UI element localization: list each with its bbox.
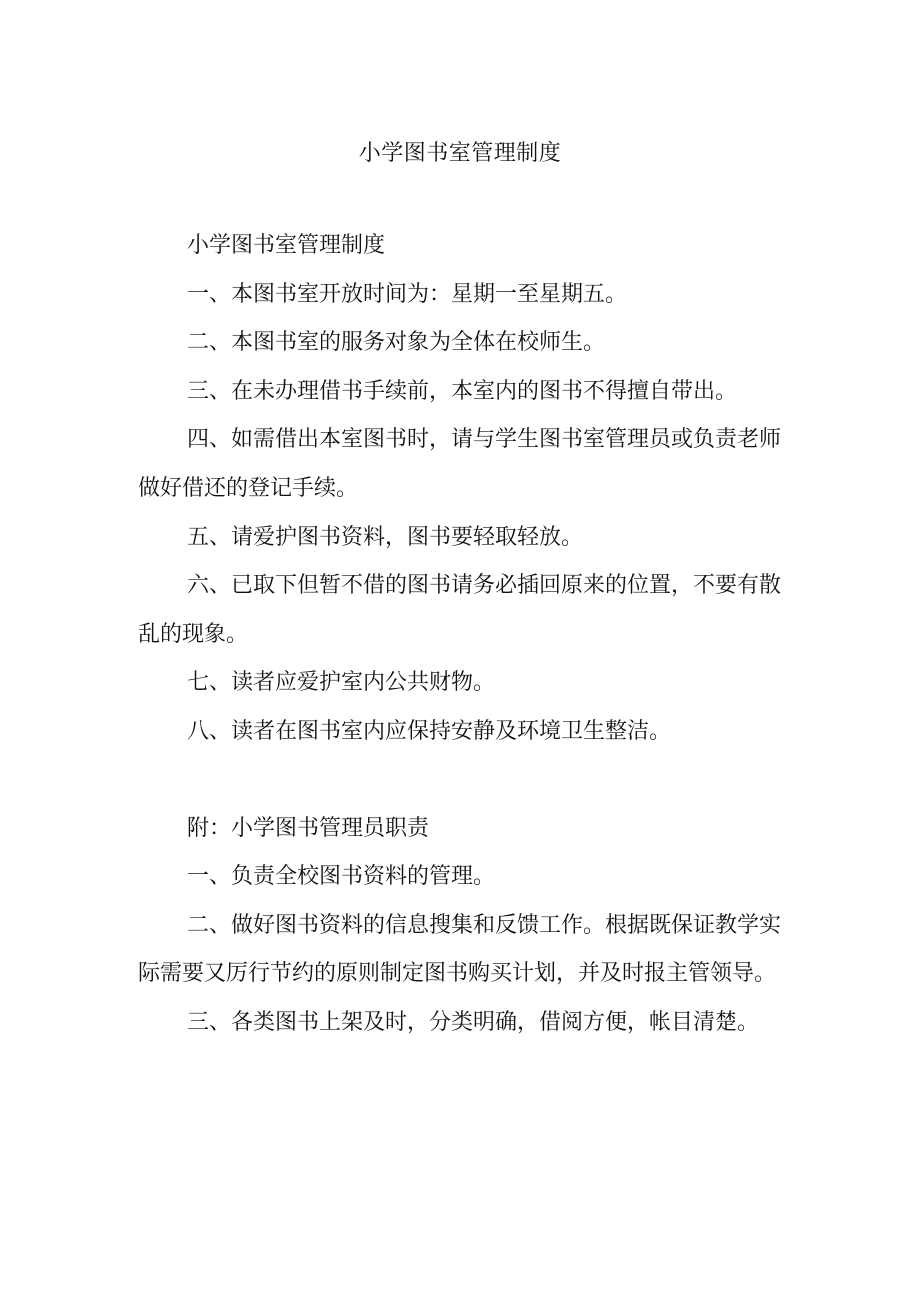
rule-item-3: 三、在未办理借书手续前，本室内的图书不得擅自带出。 bbox=[187, 378, 738, 404]
document-title: 小学图书室管理制度 bbox=[358, 141, 562, 166]
section-heading: 小学图书室管理制度 bbox=[187, 233, 386, 258]
section-spacer bbox=[138, 757, 798, 805]
rule-item-7: 七、读者应爱护室内公共财物。 bbox=[187, 670, 496, 696]
document-body bbox=[138, 222, 798, 1048]
duty-item-1: 一、负责全校图书资料的管理。 bbox=[187, 864, 496, 890]
rule-item-1: 一、本图书室开放时间为：星期一至星期五。 bbox=[187, 281, 628, 307]
rule-item-2: 二、本图书室的服务对象为全体在校师生。 bbox=[187, 330, 606, 356]
rule-item-8: 八、读者在图书室内应保持安静及环境卫生整洁。 bbox=[187, 718, 672, 744]
rule-item-4: 四、如需借出本室图书时，请与学生图书室管理员或负责老师做好借还的登记手续。 bbox=[138, 427, 782, 501]
appendix-heading: 附：小学图书管理员职责 bbox=[187, 815, 430, 841]
rule-item-5: 五、请爱护图书资料，图书要轻取轻放。 bbox=[187, 524, 584, 550]
duty-item-2: 二、做好图书资料的信息搜集和反馈工作。根据既保证教学实际需要又厉行节约的原则制定图书购买计划，并及时报主管领导。 bbox=[138, 912, 782, 987]
rule-item-6: 六、已取下但暂不借的图书请务必插回原来的位置，不要有散乱的现象。 bbox=[138, 573, 782, 647]
duty-item-3: 三、各类图书上架及时，分类明确，借阅方便，帐目清楚。 bbox=[187, 1009, 760, 1035]
